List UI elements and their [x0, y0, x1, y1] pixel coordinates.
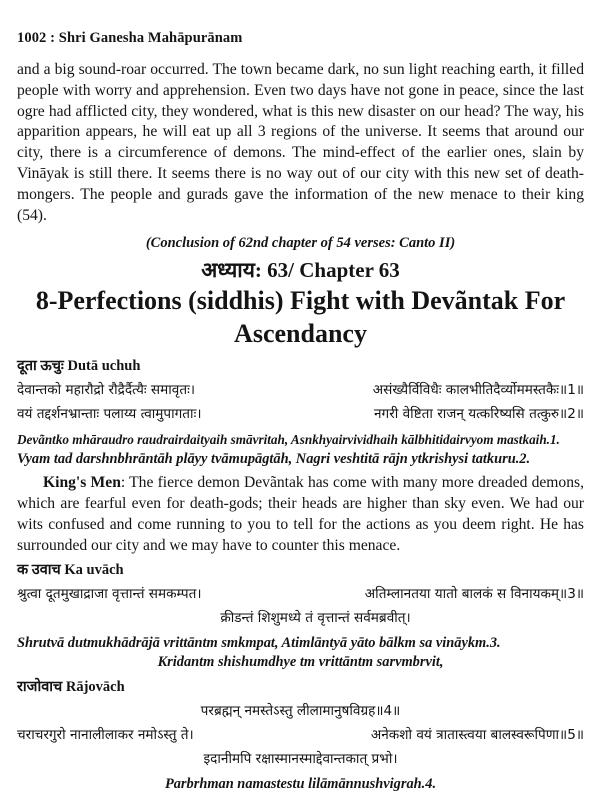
verse-2-first-half: वयं तद्दर्शनभ्रान्ताः पलाय्य त्वामुपागताः। [17, 406, 202, 423]
transliteration-verse-2: Vyam tad darshnbhrāntāh plāyy tvāmupāgtāh, Nagri veshtitā rājn ytkrishysi tatkuru.2. [17, 450, 531, 467]
verse-2 [17, 402, 584, 426]
chapter-title-line-1: 8-Perfections (siddhis) Fight with Devãntak For [35, 286, 566, 316]
verse-1 [17, 378, 584, 402]
speaker-heading-ka: क उवाच Ka uvāch [17, 561, 124, 578]
speaker-heading-king: राजोवाच Rājovāch [17, 678, 125, 695]
verse-2-second-half: नगरी वेष्टिता राजन् यत्करिष्यसि तत्कुरु॥2॥ [374, 406, 584, 423]
verse-5-second-half: अनेकशो वयं त्रातास्त्वया बालस्वरूपिणा॥5॥ [370, 726, 584, 743]
transliteration-verse-1: Devãntko mhāraudro raudrairdaityaih smāvritah, Asnkhyairvividhaih kālbhitidairvyom mastkaih.1. [17, 432, 560, 448]
running-head: 1002 : Shri Ganesha Mahāpurānam [17, 30, 243, 46]
verse-3-continuation: क्रीडन्तं शिशुमध्ये तं वृत्तान्तं सर्वमब्रवीत्। [220, 609, 411, 626]
kings-men-paragraph [17, 473, 584, 556]
verse-3-first-half: श्रुत्वा दूतमुखाद्राजा वृत्तान्तं समकम्पत। [17, 585, 202, 602]
verse-3 [17, 582, 584, 606]
intro-paragraph: and a big sound-roar occurred. The town became dark, no sun light reaching earth, it filled people with worry and apprehension. Even two days have not gone in peace, since the last ogre had afflicted city, they wondered, what is this new disaster on our head? The way, his apparition appears, he will eat up all 3 regions of the universe. It seems that around our city, there is a circumference of demons. The mind-effect of the earlier ones, slain by Vināyak is still there. It seems there is no way out of our city with this new set of death-mongers. The people and gurads gave the information of the new menace to their king (54). [17, 61, 584, 224]
transliteration-verse-3-continuation: Kridantm shishumdhye tm vrittāntm sarvmbrvit, [157, 654, 444, 671]
chapter-conclusion-note: (Conclusion of 62nd chapter of 54 verses: Canto II) [145, 235, 456, 252]
verse-1-second-half: असंख्यैर्विविधैः कालभीतिदैर्व्योममस्तकैः॥1॥ [372, 382, 584, 399]
speaker-heading-messengers: दूता ऊचुः Dutā uchuh [17, 358, 141, 375]
chapter-title-line-2: Ascendancy [234, 319, 367, 349]
kings-men-text: : The fierce demon Devãntak has come with many more dreaded demons, which are fearful even for death-gods; their heads are higher than sky even. We had our wits confused and come running to you to tell for the actions as you deem right. He has surrounded our city and we may have to counter this menace. [17, 474, 584, 554]
verse-3-second-half: अतिम्लानतया यातो बालकं स विनायकम्॥3॥ [364, 585, 584, 602]
chapter-title [17, 284, 584, 350]
verse-4: परब्रह्मन् नमस्तेऽस्तु लीलामानुषविग्रह॥4॥ [200, 702, 401, 719]
verse-5-continuation: इदानीमपि रक्षास्मानस्माद्देवान्तकात् प्रभो। [203, 750, 398, 767]
kings-men-label: King's Men [43, 474, 121, 492]
chapter-number: अध्याय: 63/ Chapter 63 [201, 258, 400, 283]
verse-5 [17, 723, 584, 747]
transliteration-verse-3: Shrutvā dutmukhādrājā vrittāntm smkmpat, Atimlāntyā yāto bālkm sa vināykm.3. [17, 634, 501, 651]
verse-5-first-half: चराचरगुरो नानालीलाकर नमोऽस्तु ते। [17, 726, 194, 743]
verse-1-first-half: देवान्तको महारौद्रो रौद्रैर्दैत्यैः समावृतः। [17, 382, 195, 399]
transliteration-verse-4: Parbrhman namastestu lilāmānnushvigrah.4. [164, 775, 437, 792]
